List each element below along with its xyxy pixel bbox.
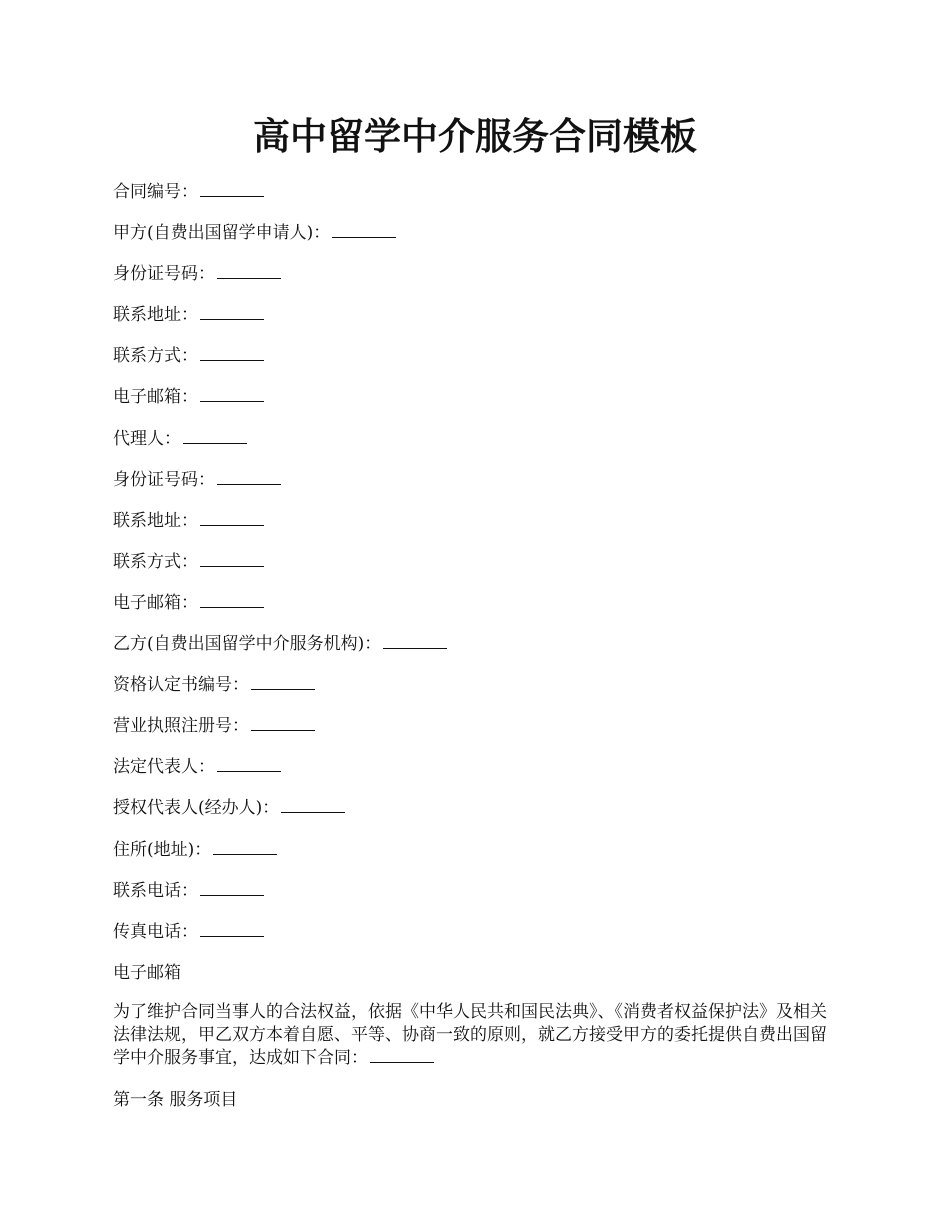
field-blank-line xyxy=(251,675,315,690)
field-line xyxy=(113,837,843,878)
field-blank-line xyxy=(217,264,281,279)
field-line xyxy=(113,549,843,590)
field-label: 法定代表人： xyxy=(113,757,215,778)
field-label: 联系方式： xyxy=(113,551,198,572)
field-label: 传真电话： xyxy=(113,921,198,942)
field-line xyxy=(113,220,843,261)
field-label: 身份证号码： xyxy=(113,469,215,490)
field-label: 电子邮箱： xyxy=(113,387,198,408)
field-label: 授权代表人(经办人)： xyxy=(113,798,280,819)
field-line xyxy=(113,426,843,467)
field-line xyxy=(113,919,843,960)
field-blank-line xyxy=(383,634,447,649)
field-label: 代理人： xyxy=(113,428,181,449)
field-blank-line xyxy=(200,593,264,608)
field-blank-line xyxy=(200,511,264,526)
field-blank-line xyxy=(200,387,264,402)
field-line xyxy=(113,590,843,631)
field-label: 联系地址： xyxy=(113,305,198,326)
document-title: 高中留学中介服务合同模板 xyxy=(253,114,697,158)
field-blank-line xyxy=(200,922,264,937)
field-line xyxy=(113,179,843,220)
field-line xyxy=(113,467,843,508)
field-line xyxy=(113,384,843,425)
field-label: 资格认定书编号： xyxy=(113,675,249,696)
field-label: 甲方(自费出国留学申请人)： xyxy=(113,223,331,244)
field-blank-line xyxy=(183,429,247,444)
preamble-blank-line xyxy=(370,1048,434,1063)
field-blank-line xyxy=(217,757,281,772)
field-label: 联系地址： xyxy=(113,510,198,531)
field-line xyxy=(113,878,843,919)
field-line xyxy=(113,713,843,754)
field-line xyxy=(113,672,843,713)
field-line xyxy=(113,508,843,549)
field-line xyxy=(113,795,843,836)
field-label: 联系方式： xyxy=(113,346,198,367)
field-blank-line xyxy=(200,182,264,197)
party-info-fields xyxy=(113,179,843,1001)
field-blank-line xyxy=(217,470,281,485)
field-label: 身份证号码： xyxy=(113,264,215,285)
field-line xyxy=(113,302,843,343)
field-blank-line xyxy=(281,798,345,813)
field-line xyxy=(113,960,843,1001)
field-blank-line xyxy=(200,346,264,361)
field-label: 营业执照注册号： xyxy=(113,716,249,737)
field-line xyxy=(113,754,843,795)
section-heading: 第一条 服务项目 xyxy=(113,1090,238,1110)
field-label: 合同编号： xyxy=(113,182,198,202)
field-blank-line xyxy=(332,223,396,238)
field-line xyxy=(113,261,843,302)
preamble-paragraph xyxy=(113,1001,843,1070)
field-label: 住所(地址)： xyxy=(113,839,212,860)
field-line xyxy=(113,343,843,384)
field-line xyxy=(113,631,843,672)
field-blank-line xyxy=(251,716,315,731)
field-blank-line xyxy=(200,305,264,320)
field-label: 电子邮箱 xyxy=(113,962,181,983)
field-label: 联系电话： xyxy=(113,880,198,901)
field-blank-line xyxy=(200,881,264,896)
preamble-text: 为了维护合同当事人的合法权益，依据《中华人民共和国民法典》、《消费者权益保护法》及相关法律法规，甲乙双方本着自愿、平等、协商一致的原则，就乙方接受甲方的委托提供自费出国留学中介服务事宜，达成如下合同： xyxy=(113,1002,827,1068)
field-blank-line xyxy=(200,552,264,567)
field-label: 电子邮箱： xyxy=(113,592,198,613)
field-blank-line xyxy=(213,840,277,855)
field-label: 乙方(自费出国留学中介服务机构)： xyxy=(113,634,382,655)
